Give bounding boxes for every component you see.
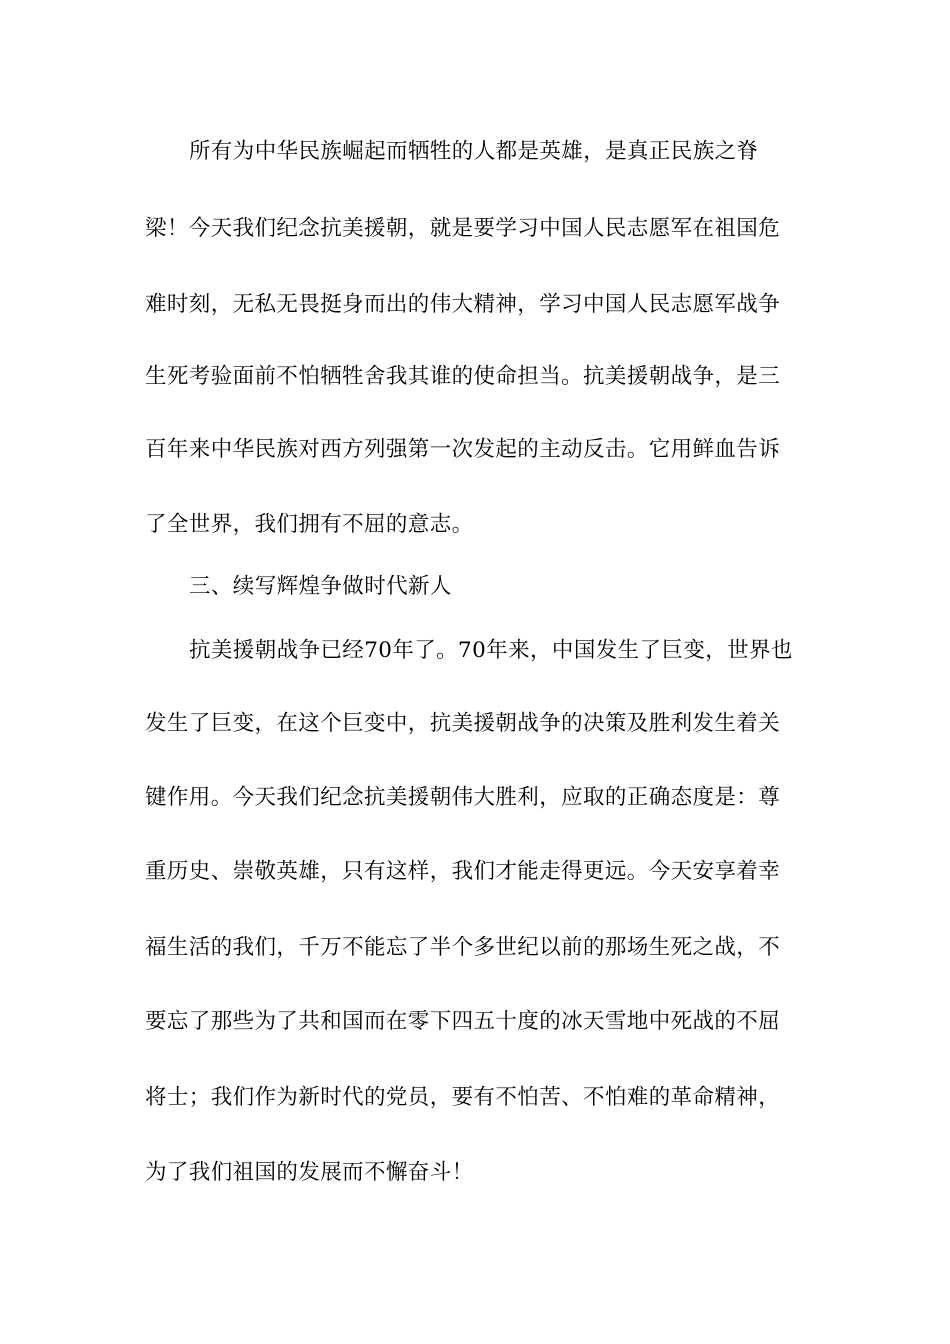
paragraph-1-line-4: 生死考验面前不怕牺牲舍我其谁的使命担当。抗美援朝战争，是三 xyxy=(145,364,781,389)
paragraph-1-line-2: 梁！今天我们纪念抗美援朝，就是要学习中国人民志愿军在祖国危 xyxy=(145,216,781,241)
paragraph-2-line-6: 要忘了那些为了共和国而在零下四五十度的冰天雪地中死战的不屈 xyxy=(145,1009,781,1034)
section-heading: 三、续写辉煌争做时代新人 xyxy=(189,574,452,599)
paragraph-2-line-8: 为了我们祖国的发展而不懈奋斗！ xyxy=(145,1160,474,1185)
paragraph-2-line-3: 键作用。今天我们纪念抗美援朝伟大胜利，应取的正确态度是：尊 xyxy=(145,785,781,810)
paragraph-2-line-2: 发生了巨变，在这个巨变中，抗美援朝战争的决策及胜利发生着关 xyxy=(145,711,781,736)
paragraph-2-line-4: 重历史、崇敬英雄，只有这样，我们才能走得更远。今天安享着幸 xyxy=(145,859,781,884)
paragraph-1-line-5: 百年来中华民族对西方列强第一次发起的主动反击。它用鲜血告诉 xyxy=(145,437,781,462)
paragraph-1-line-6: 了全世界，我们拥有不屈的意志。 xyxy=(145,512,474,537)
paragraph-1-line-3: 难时刻，无私无畏挺身而出的伟大精神，学习中国人民志愿军战争 xyxy=(145,292,781,317)
paragraph-1-line-1: 所有为中华民族崛起而牺牲的人都是英雄，是真正民族之脊 xyxy=(189,139,759,164)
paragraph-2-line-1: 抗美援朝战争已经70年了。70年来，中国发生了巨变，世界也 xyxy=(189,638,793,663)
paragraph-2-line-5: 福生活的我们，千万不能忘了半个多世纪以前的那场生死之战，不 xyxy=(145,935,781,960)
paragraph-2-line-7: 将士；我们作为新时代的党员，要有不怕苦、不怕难的革命精神， xyxy=(145,1085,781,1110)
